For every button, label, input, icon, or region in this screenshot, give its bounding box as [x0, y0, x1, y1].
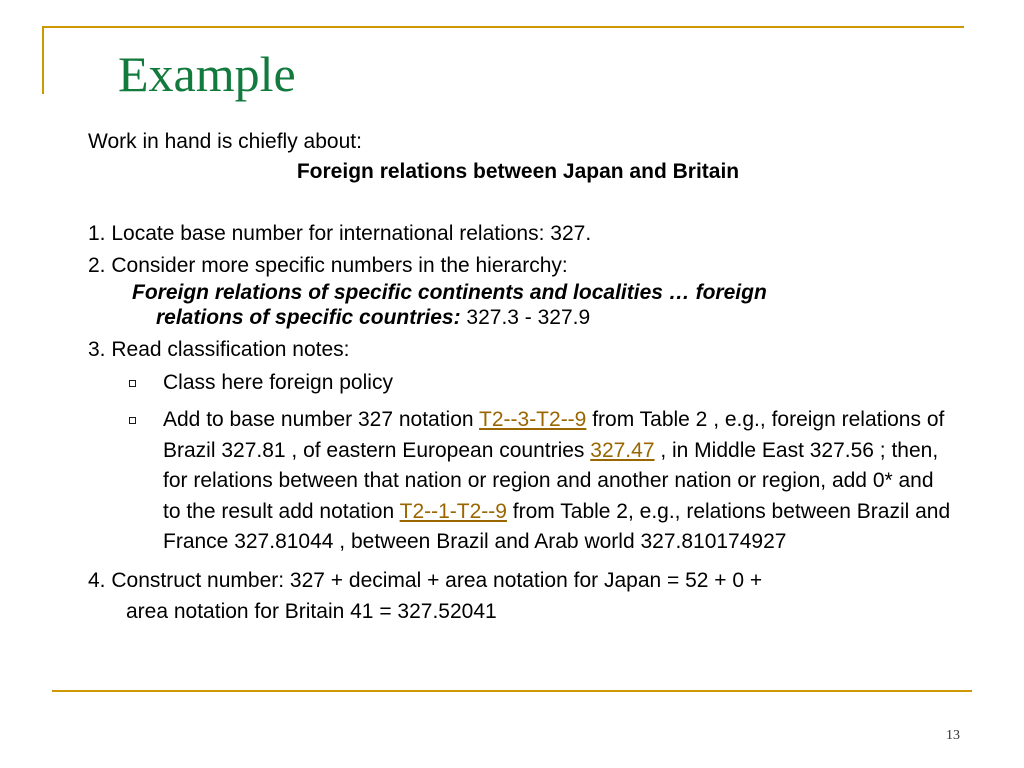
square-bullet-icon: [129, 417, 136, 424]
page-number: 13: [946, 728, 960, 743]
bullet-text-2d: from Table 2, e.g., relations between Brazil and France 327.81044 , between Brazil and Arab world 327.810174927: [163, 499, 951, 553]
link-327-47[interactable]: 327.47: [590, 438, 655, 462]
bullet-item-1: [88, 368, 953, 405]
step-4-line2: area notation for Britain 41 = 327.52041: [126, 599, 497, 623]
step-1: 1. Locate base number for international relations: 327.: [88, 222, 592, 245]
step-2: 2. Consider more specific numbers in the hierarchy:: [88, 254, 568, 277]
topic-heading: Foreign relations between Japan and Britain: [296, 160, 740, 183]
bullet-text-2a: Add to base number 327 notation: [163, 408, 480, 431]
frame-top-rule: [42, 26, 964, 28]
step-2-detail-italic-1: Foreign relations of specific continents and localities … foreign: [132, 281, 767, 304]
link-t2-3-t2-9[interactable]: T2--3-T2--9: [479, 408, 587, 431]
frame-left-rule: [42, 26, 44, 94]
step-2-detail-line1: [88, 281, 968, 305]
slide-body: [88, 127, 968, 627]
slide-title: Example: [118, 46, 296, 102]
bullet-text-2b: from Table 2 , e.g., foreign relations of Brazil 327.81 , of eastern European countries: [163, 408, 945, 462]
spacer: [88, 189, 968, 219]
bullet-item-2: [88, 405, 953, 558]
intro-text: Work in hand is chiefly about:: [88, 130, 362, 153]
bullet-text-1: Class here foreign policy: [163, 371, 393, 394]
step-2-detail-italic-2: relations of specific countries:: [156, 306, 461, 329]
bullet-text-2c: , in Middle East 327.56 ; then, for relations between that nation or region and another nation or region, add 0* and to the result add notation: [163, 438, 939, 523]
step-4-line1: 4. Construct number: 327 + decimal + area notation for Japan = 52 + 0 +: [88, 568, 763, 592]
step-3: 3. Read classification notes:: [88, 338, 350, 361]
link-t2-1-t2-9[interactable]: T2--1-T2--9: [399, 499, 507, 523]
square-bullet-icon: [129, 380, 136, 387]
frame-bottom-rule: [52, 690, 972, 692]
step-2-detail-line2: [88, 305, 968, 335]
step-2-range: 327.3 - 327.9: [460, 306, 591, 329]
